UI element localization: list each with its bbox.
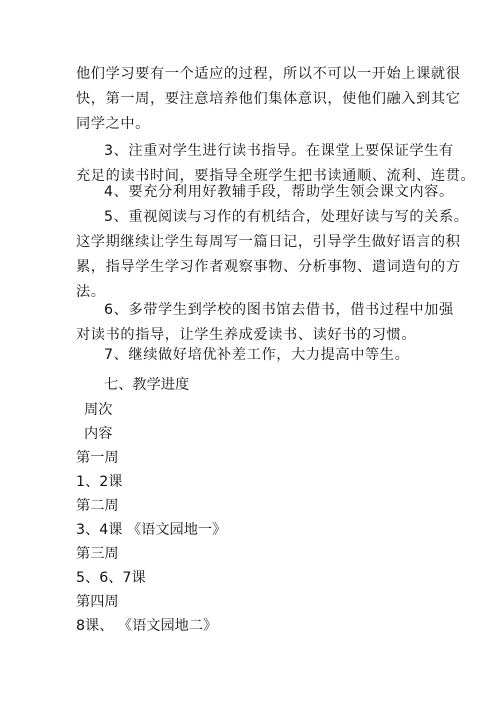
schedule-row-content: 8课、 《语文园地二》	[76, 618, 218, 634]
text-line: 他们学习要有一个适应的过程，所以不可以一开始上课就很	[76, 66, 461, 82]
schedule-row-week: 第二周	[76, 498, 119, 514]
schedule-row-week: 第一周	[76, 450, 119, 466]
schedule-header-week: 周次	[84, 402, 113, 418]
section-heading: 七、教学进度	[104, 377, 190, 393]
text-line: 4、要充分利用好教辅手段，帮助学生领会课文内容。	[104, 184, 454, 200]
paragraph-continuation	[76, 62, 461, 137]
paragraph-item-4	[76, 180, 454, 205]
text-line: 5、重视阅读与习作的有机结合，处理好读与写的关系。	[104, 209, 469, 225]
text-line: 快，第一周，要注意培养他们集体意识，使他们融入到其它	[76, 91, 461, 107]
text-line: 累，指导学生学习作者观察事物、分析事物、遣词造句的方	[76, 259, 461, 275]
paragraph-item-5	[76, 205, 469, 305]
schedule-row-content: 1、2课	[76, 474, 123, 490]
text-line: 对读书的指导，让学生养成爱读书、读好书的习惯。	[76, 327, 417, 343]
paragraph-item-7	[76, 343, 424, 368]
text-line: 这学期继续让学生每周写一篇日记，引导学生做好语言的积	[76, 234, 461, 250]
text-line: 7、继续做好培优补差工作，大力提高中等生。	[104, 347, 410, 363]
text-line: 充足的读书时间，要指导全班学生把书读通顺、流利、连贯。	[76, 168, 476, 184]
schedule-row-week: 第三周	[76, 546, 119, 562]
text-line: 法。	[76, 284, 106, 300]
text-line: 6、多带学生到学校的图书馆去借书，借书过程中加强	[104, 302, 454, 318]
schedule-row-content: 5、6、7课	[76, 570, 146, 586]
schedule-row-week: 第四周	[76, 594, 119, 610]
schedule-header-content: 内容	[84, 426, 113, 442]
paragraph-item-6	[76, 298, 454, 348]
text-line: 3、注重对学生进行读书指导。在课堂上要保证学生有	[104, 143, 454, 159]
schedule-row-content: 3、4课 《语文园地一》	[76, 522, 227, 538]
text-line: 同学之中。	[76, 116, 150, 132]
